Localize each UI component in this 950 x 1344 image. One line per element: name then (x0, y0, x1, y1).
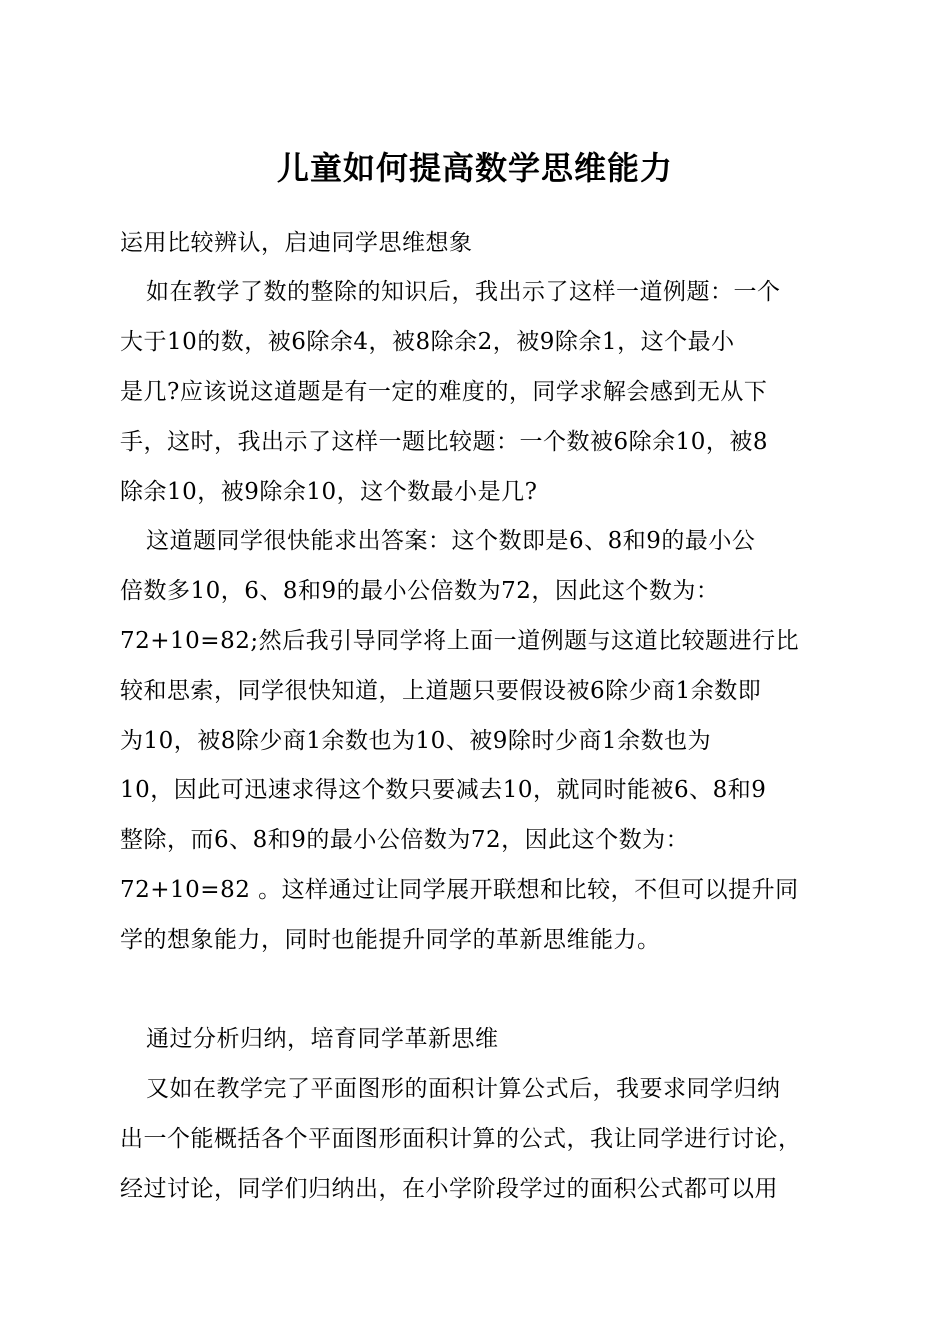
paragraph-line: 为10，被8除少商1余数也为10、被9除时少商1余数也为 (120, 728, 712, 754)
paragraph-line: 倍数多10，6、8和9的最小公倍数为72，因此这个数为： (120, 578, 720, 604)
paragraph-line: 这道题同学很快能求出答案：这个数即是6、8和9的最小公 (146, 528, 756, 554)
paragraph-line: 10，因此可迅速求得这个数只要减去10，就同时能被6、8和9 (120, 777, 767, 803)
paragraph-line: 经过讨论，同学们归纳出，在小学阶段学过的面积公式都可以用 (120, 1176, 778, 1202)
paragraph-line: 72+10=82 。这样通过让同学展开联想和比较，不但可以提升同 (120, 877, 799, 903)
paragraph-line: 较和思索，同学很快知道，上道题只要假设被6除少商1余数即 (120, 678, 762, 704)
paragraph-line: 整除，而6、8和9的最小公倍数为72，因此这个数为： (120, 827, 690, 853)
paragraph-line: 手，这时，我出示了这样一题比较题：一个数被6除余10，被8 (120, 429, 769, 455)
paragraph-line: 大于10的数，被6除余4，被8除余2，被9除余1，这个最小 (120, 329, 735, 355)
document-title: 儿童如何提高数学思维能力 (276, 149, 673, 187)
paragraph-line: 又如在教学完了平面图形的面积计算公式后，我要求同学归纳 (146, 1076, 781, 1102)
section-heading-2: 通过分析归纳，培育同学革新思维 (146, 1026, 499, 1052)
paragraph-line: 出一个能概括各个平面图形面积计算的公式，我让同学进行讨论， (120, 1126, 802, 1152)
paragraph-line: 72+10=82;然后我引导同学将上面一道例题与这道比较题进行比 (120, 628, 800, 654)
paragraph-line: 是几?应该说这道题是有一定的难度的，同学求解会感到无从下 (120, 379, 768, 405)
section-heading-1: 运用比较辨认，启迪同学思维想象 (120, 230, 473, 256)
paragraph-line: 除余10，被9除余10，这个数最小是几? (120, 479, 538, 505)
paragraph-line: 如在教学了数的整除的知识后，我出示了这样一道例题：一个 (146, 279, 781, 305)
paragraph-line: 学的想象能力，同时也能提升同学的革新思维能力。 (120, 927, 661, 953)
